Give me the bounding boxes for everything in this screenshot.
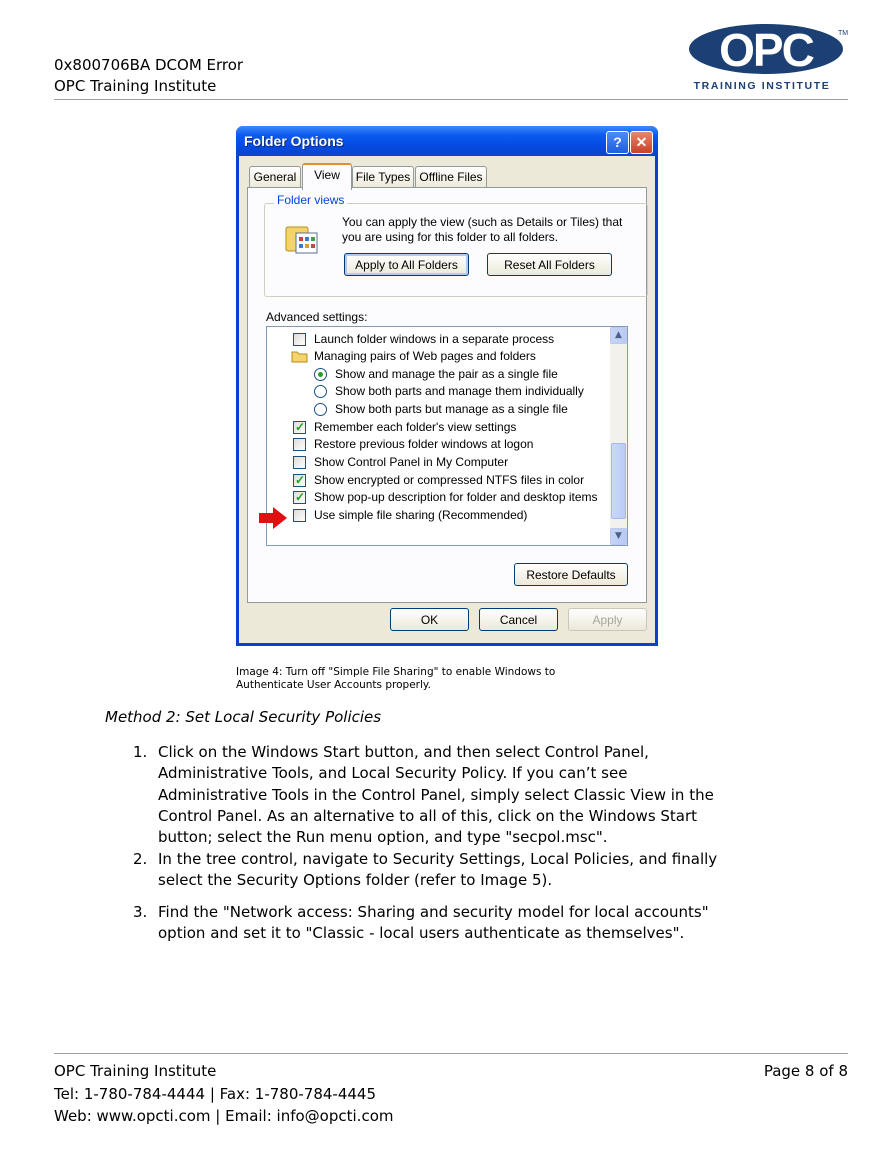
radio-single-file[interactable] bbox=[314, 368, 327, 381]
close-icon: ✕ bbox=[635, 134, 648, 150]
chevron-down-icon: ▼ bbox=[615, 531, 622, 541]
tab-offline-files[interactable]: Offline Files bbox=[415, 166, 487, 188]
header-divider bbox=[54, 99, 848, 100]
opc-logo-graphic bbox=[686, 22, 850, 80]
list-item-label: Remember each folder's view settings bbox=[314, 420, 517, 434]
list-item-label: Use simple file sharing (Recommended) bbox=[314, 508, 528, 522]
red-arrow-icon bbox=[259, 507, 287, 529]
checkbox-restore-windows[interactable] bbox=[293, 438, 306, 451]
step-1-line: button; select the Run menu option, and type "secpol.msc". bbox=[158, 828, 608, 847]
method-heading: Method 2: Set Local Security Policies bbox=[105, 708, 382, 726]
apply-to-all-folders-button[interactable]: Apply to All Folders bbox=[344, 253, 469, 276]
list-item-label: Show pop-up description for folder and desktop items bbox=[314, 490, 598, 504]
list-item-label: Show Control Panel in My Computer bbox=[314, 455, 509, 469]
radio-individually[interactable] bbox=[314, 385, 327, 398]
reset-all-folders-button[interactable]: Reset All Folders bbox=[487, 253, 612, 276]
footer-org: OPC Training Institute bbox=[54, 1062, 217, 1080]
list-item-label: Show both parts but manage as a single file bbox=[335, 402, 568, 416]
dialog-client bbox=[239, 156, 655, 643]
list-item-label: Show encrypted or compressed NTFS files in color bbox=[314, 473, 585, 487]
tab-view[interactable]: View bbox=[302, 163, 352, 190]
checkbox-popup-description[interactable]: ✓ bbox=[295, 490, 306, 504]
help-button[interactable] bbox=[606, 131, 629, 154]
list-item bbox=[133, 742, 813, 852]
radio-both-single[interactable] bbox=[314, 403, 327, 416]
list-item-label: Restore previous folder windows at logon bbox=[314, 437, 534, 451]
step-2-line: select the Security Options folder (refer to Image 5). bbox=[158, 871, 553, 890]
logo-text: OPC bbox=[719, 24, 813, 76]
checkbox-control-panel[interactable] bbox=[293, 456, 306, 469]
tab-general[interactable]: General bbox=[249, 166, 301, 188]
footer-web: Web: www.opcti.com | Email: info@opcti.com bbox=[54, 1107, 394, 1125]
list-item-label: Show both parts and manage them individually bbox=[335, 384, 584, 398]
step-1-line: Administrative Tools in the Control Panel, simply select Classic View in the bbox=[158, 785, 714, 804]
step-number: 1. bbox=[133, 743, 148, 761]
advanced-settings-label: Advanced settings: bbox=[266, 310, 368, 324]
vertical-scrollbar[interactable] bbox=[610, 327, 627, 545]
restore-defaults-button[interactable]: Restore Defaults bbox=[514, 563, 628, 586]
checkbox-remember-view[interactable]: ✓ bbox=[295, 420, 306, 434]
view-tab-panel bbox=[247, 187, 647, 603]
image-caption-line1: Image 4: Turn off "Simple File Sharing" to enable Windows to bbox=[236, 666, 556, 678]
checkbox-simple-file-sharing[interactable] bbox=[293, 509, 306, 522]
step-number: 2. bbox=[133, 850, 148, 868]
step-3-line: option and set it to "Classic - local users authenticate as themselves". bbox=[158, 924, 685, 943]
doc-title: 0x800706BA DCOM Error bbox=[54, 56, 244, 74]
help-icon: ? bbox=[613, 134, 622, 150]
cancel-button[interactable]: Cancel bbox=[479, 608, 558, 631]
footer-divider bbox=[54, 1053, 848, 1054]
folder-views-legend: Folder views bbox=[274, 193, 347, 207]
list-item-label: Launch folder windows in a separate process bbox=[314, 332, 555, 346]
dialog-title: Folder Options bbox=[244, 133, 344, 149]
image-caption-line2: Authenticate User Accounts properly. bbox=[236, 679, 431, 691]
close-button[interactable] bbox=[630, 131, 653, 154]
list-item bbox=[133, 849, 813, 893]
checkbox-launch-separate[interactable] bbox=[293, 333, 306, 346]
tab-file-types[interactable]: File Types bbox=[352, 166, 414, 188]
step-1-line: Control Panel. As an alternative to all of this, click on the Windows Start bbox=[158, 806, 698, 825]
folder-views-icon bbox=[284, 221, 320, 257]
checkbox-ntfs-color[interactable]: ✓ bbox=[295, 473, 306, 487]
scroll-up-button[interactable] bbox=[610, 327, 627, 344]
scroll-down-button[interactable] bbox=[610, 528, 627, 545]
step-3-line: Find the "Network access: Sharing and security model for local accounts" bbox=[158, 903, 709, 921]
ok-button[interactable]: OK bbox=[390, 608, 469, 631]
step-number: 3. bbox=[133, 903, 148, 921]
logo-subtitle: TRAINING INSTITUTE bbox=[693, 80, 831, 92]
list-item bbox=[133, 902, 813, 946]
doc-org: OPC Training Institute bbox=[54, 77, 217, 95]
chevron-up-icon: ▲ bbox=[615, 330, 622, 340]
step-2-line: In the tree control, navigate to Security Settings, Local Policies, and finally bbox=[158, 850, 718, 868]
folder-options-dialog bbox=[236, 126, 658, 646]
list-item-label: Show and manage the pair as a single file bbox=[335, 367, 558, 381]
step-1-line: Click on the Windows Start button, and then select Control Panel, bbox=[158, 743, 649, 761]
footer-contact: Tel: 1-780-784-4444 | Fax: 1-780-784-4445 bbox=[54, 1085, 376, 1103]
list-item-label: Managing pairs of Web pages and folders bbox=[314, 349, 536, 363]
page-number: Page 8 of 8 bbox=[763, 1062, 848, 1080]
apply-button: Apply bbox=[568, 608, 647, 631]
folder-views-description: You can apply the view (such as Details or Tiles) that you are using for this folder to all folders. bbox=[342, 215, 623, 244]
logo-tm: TM bbox=[838, 30, 849, 37]
dialog-titlebar[interactable] bbox=[236, 126, 658, 156]
scroll-thumb[interactable] bbox=[611, 443, 626, 519]
advanced-settings-list[interactable] bbox=[266, 326, 628, 546]
opc-logo bbox=[686, 22, 850, 94]
folder-icon bbox=[291, 350, 308, 363]
step-1-line: Administrative Tools, and Local Security Policy. If you can’t see bbox=[158, 764, 628, 783]
